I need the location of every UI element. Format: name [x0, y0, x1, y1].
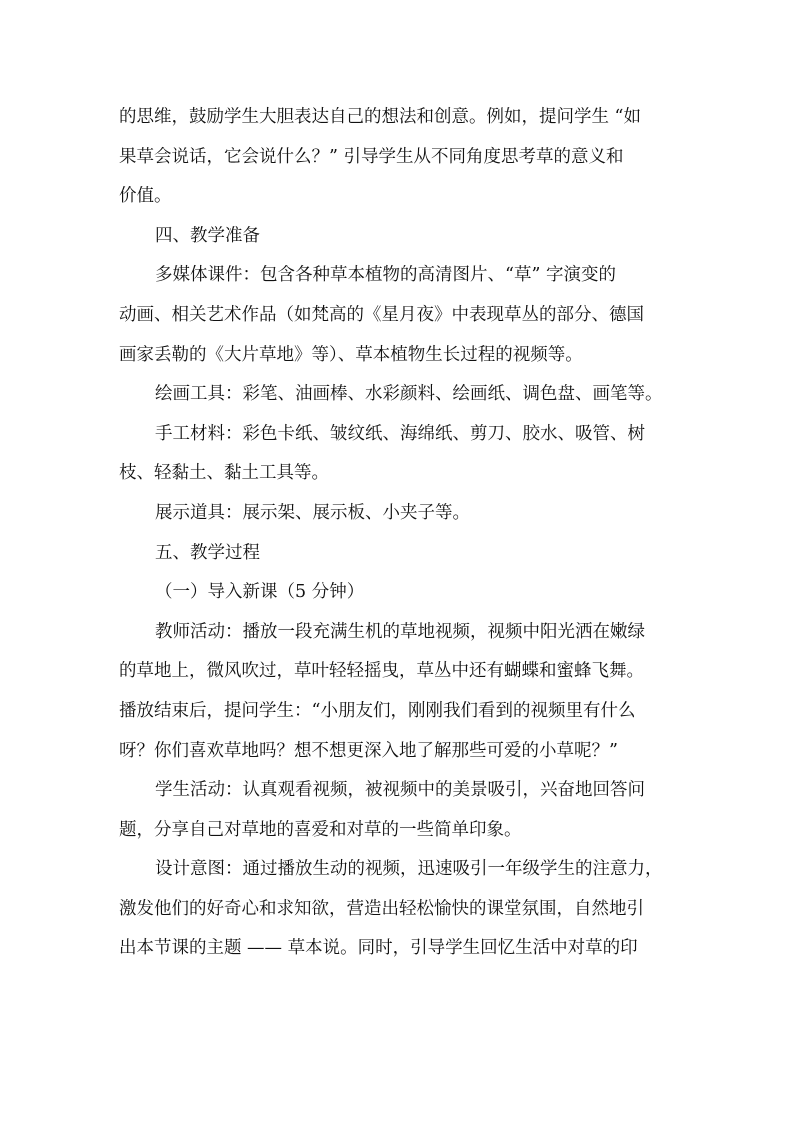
- paragraph-line: 的思维，鼓励学生大胆表达自己的想法和创意。例如，提问学生 “如: [119, 107, 642, 127]
- paragraph-line: 的草地上，微风吹过，草叶轻轻摇曳，草丛中还有蝴蝶和蜜蜂飞舞。: [119, 661, 644, 682]
- paragraph-line: 出本节课的主题 —— 草本说。同时，引导学生回忆生活中对草的印: [119, 938, 638, 959]
- paragraph-line: 题，分享自己对草地的喜爱和对草的一些简单印象。: [119, 819, 522, 840]
- subsection-heading: （一）导入新课（5 分钟）: [155, 582, 365, 603]
- paragraph-line: 手工材料：彩色卡纸、皱纹纸、海绵纸、剪刀、胶水、吸管、树: [155, 423, 645, 444]
- document-body: [119, 98, 681, 969]
- paragraph-line: 绘画工具：彩笔、油画棒、水彩颜料、绘画纸、调色盘、画笔等。: [155, 384, 663, 405]
- paragraph-line: 教师活动：播放一段充满生机的草地视频，视频中阳光洒在嫩绿: [155, 621, 645, 642]
- section-heading: 五、教学过程: [155, 542, 260, 563]
- paragraph-line: 设计意图：通过播放生动的视频，迅速吸引一年级学生的注意力，: [155, 859, 663, 880]
- paragraph-line: 画家丢勒的《大片草地》等）、草本植物生长过程的视频等。: [119, 344, 583, 365]
- paragraph-line: 呀？你们喜欢草地吗？想不想更深入地了解那些可爱的小草呢？”: [119, 740, 618, 761]
- paragraph-line: 果草会说话，它会说什么？” 引导学生从不同角度思考草的意义和: [119, 146, 624, 167]
- paragraph-line: 展示道具：展示架、展示板、小夹子等。: [155, 502, 470, 523]
- section-heading: 四、教学准备: [155, 225, 260, 246]
- paragraph-line: 激发他们的好奇心和求知欲，营造出轻松愉快的课堂氛围，自然地引: [119, 898, 644, 919]
- paragraph-line: 价值。: [119, 186, 172, 207]
- paragraph-line: 播放结束后，提问学生：“小朋友们，刚刚我们看到的视频里有什么: [119, 700, 636, 721]
- paragraph-line: 学生活动：认真观看视频，被视频中的美景吸引，兴奋地回答问: [155, 780, 645, 801]
- paragraph-line: 枝、轻黏土、黏土工具等。: [119, 463, 329, 484]
- paragraph-line: 多媒体课件：包含各种草本植物的高清图片、“草” 字演变的: [155, 265, 616, 286]
- paragraph-line: 动画、相关艺术作品（如梵高的《星月夜》中表现草丛的部分、德国: [119, 304, 644, 325]
